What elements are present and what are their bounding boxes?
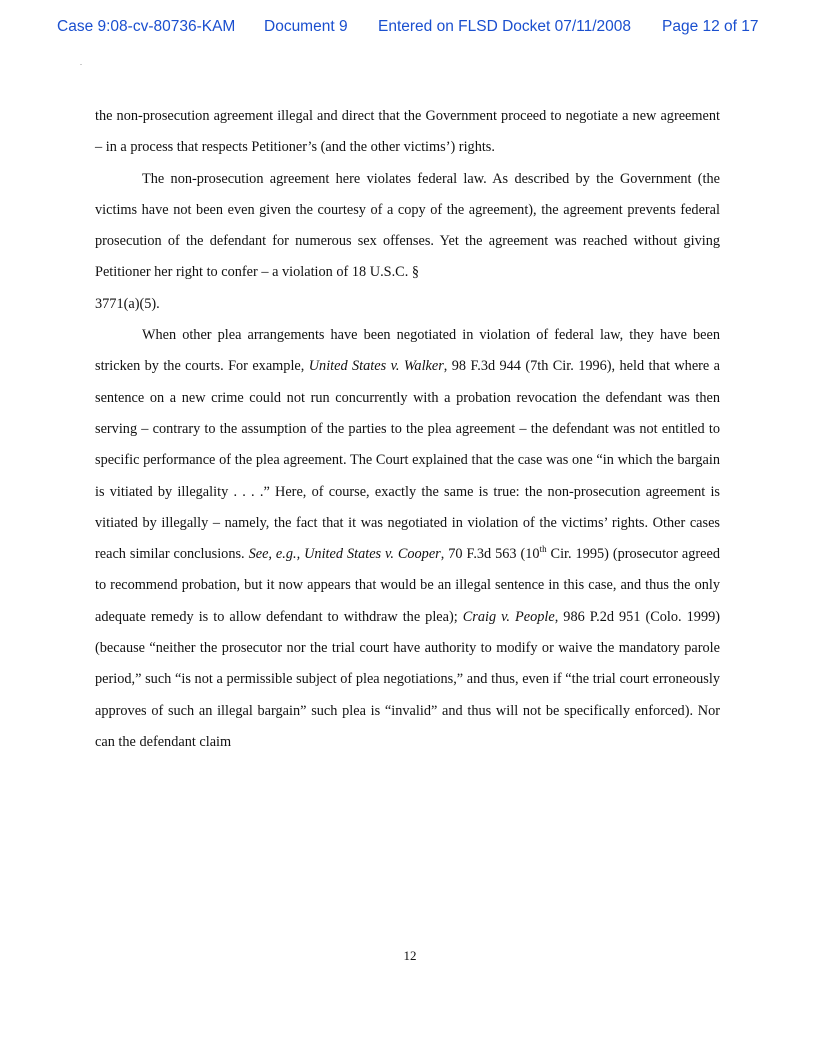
case-name-craig: Craig v. People [462,608,555,625]
docket-entry-date: Entered on FLSD Docket 07/11/2008 [378,18,632,35]
page-count: Page 12 of 17 [662,18,759,35]
statute-citation: 3771(a)(5). [95,295,160,312]
case-number: Case 9:08-cv-80736-KAM [57,18,236,35]
paragraph-case-law: When other plea arrangements have been negotiated in violation of federal law, they have been stricken by the courts. For example, United States v. Walker, 98 F.3d 944 (7th Cir. 1996), held that where a sentence on a new crime could not run concurrently with a probation revocation the defendant was then serving – contrary to the assumption of the parties to the plea agreement – the defendant was not entitled to specific performance of the plea agreement. The Court explained that the case was one “in which the bargain is vitiated by illegality . . . .” Here, of course, exactly the same is true: the non-prosecution agreement is vitiated by illegally – namely, the fact that it was negotiated in violation of the victims’ rights. Other cases reach similar conclusions. See, e.g., United States v. Cooper, 70 F.3d 563 (10th Cir. 1995) (prosecutor agreed to recommend probation, but it now appears that would be an illegal sentence in this case, and thus the only adequate remedy is to allow defendant to withdraw the plea); Craig v. People, 986 P.2d 951 (Colo. 1999) (because “neither the prosecutor nor the trial court have authority to modify or waive the mandatory parole period,” such “is not a permissible subject of plea negotiations,” and thus, even if “the trial court erroneously approves of such an illegal bargain” such plea is “invalid” and thus will not be specifically enforced). Nor can the defendant claim [95,327,721,750]
scan-mark [80,64,82,65]
case-name-walker: United States v. Walker [308,358,444,375]
docket-header [0,14,820,38]
document-body [95,101,720,758]
paragraph-continuation: the non-prosecution agreement illegal and direct that the Government proceed to negotiate a new agreement – in a process that respects Petitioner’s (and the other victims’) rights. [95,108,720,156]
paragraph-federal-law: The non-prosecution agreement here violates federal law. As described by the Government (the victims have not been even given the courtesy of a copy of the agreement), the agreement prevents federal prosecution of the defendant for numerous sex offenses. Yet the agreement was reached without giving Petitioner her right to confer – a violation of 18 U.S.C. § [95,170,720,281]
page-number: 12 [403,948,417,963]
document-number: Document 9 [264,18,348,35]
case-name-cooper: See, e.g., United States v. Cooper [248,546,441,563]
